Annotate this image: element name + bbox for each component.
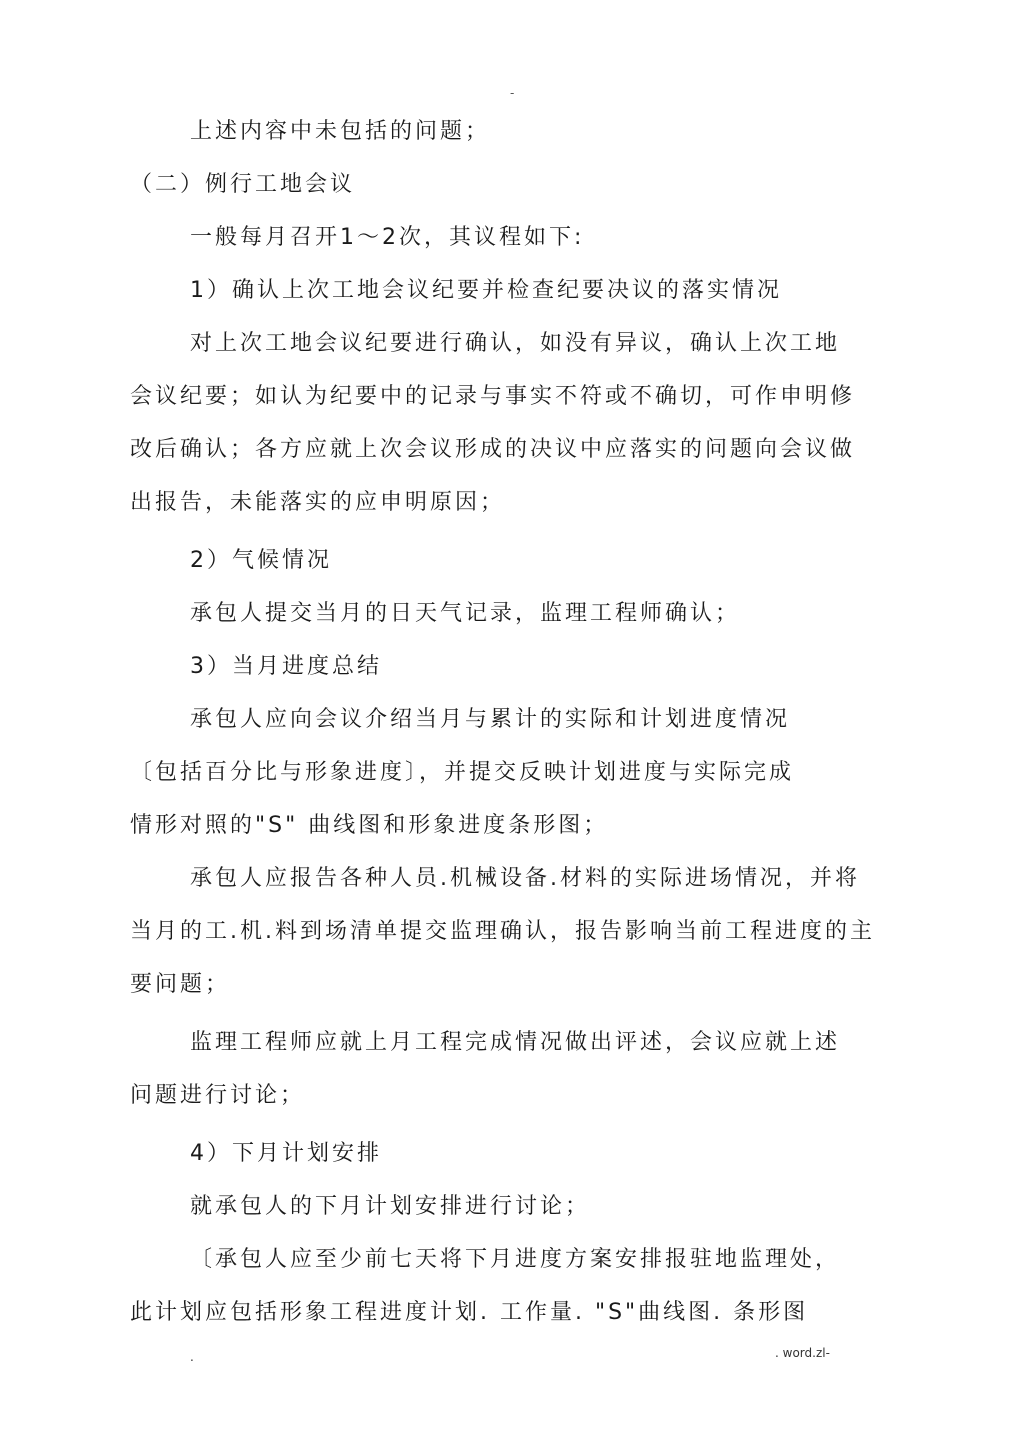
text-line: 此计划应包括形象工程进度计划. 工作量. "S"曲线图. 条形图 bbox=[130, 1300, 809, 1325]
text-line: 当月的工.机.料到场清单提交监理确认，报告影响当前工程进度的主 bbox=[130, 919, 875, 944]
section-heading: （二）例行工地会议 bbox=[130, 172, 356, 197]
text-line: 问题进行讨论； bbox=[130, 1083, 306, 1108]
footer-source-text: . word.zl- bbox=[775, 1346, 830, 1360]
text-line: 上述内容中未包括的问题； bbox=[190, 119, 491, 144]
text-line: 监理工程师应就上月工程完成情况做出评述，会议应就上述 bbox=[190, 1030, 841, 1055]
item-heading: 1）确认上次工地会议纪要并检查纪要决议的落实情况 bbox=[190, 278, 782, 303]
text-line: 改后确认；各方应就上次会议形成的决议中应落实的问题向会议做 bbox=[130, 437, 856, 462]
text-line: 要问题； bbox=[130, 972, 231, 997]
text-line: 承包人应向会议介绍当月与累计的实际和计划进度情况 bbox=[190, 707, 791, 732]
text-line: 承包人应报告各种人员.机械设备.材料的实际进场情况，并将 bbox=[190, 866, 860, 891]
text-line: 〔包括百分比与形象进度〕，并提交反映计划进度与实际完成 bbox=[130, 760, 795, 785]
footer-left-mark: . bbox=[190, 1350, 194, 1364]
text-line: 出报告，未能落实的应申明原因； bbox=[130, 490, 506, 515]
text-line: 〔承包人应至少前七天将下月进度方案安排报驻地监理处， bbox=[190, 1247, 841, 1272]
item-heading: 3）当月进度总结 bbox=[190, 654, 382, 679]
text-line: 就承包人的下月计划安排进行讨论； bbox=[190, 1194, 591, 1219]
header-marker: - bbox=[510, 86, 515, 100]
item-heading: 2）气候情况 bbox=[190, 548, 332, 573]
text-line: 情形对照的"S" 曲线图和形象进度条形图； bbox=[130, 813, 609, 838]
text-line: 会议纪要；如认为纪要中的记录与事实不符或不确切，可作申明修 bbox=[130, 384, 856, 409]
text-line: 对上次工地会议纪要进行确认，如没有异议，确认上次工地 bbox=[190, 331, 841, 356]
item-heading: 4）下月计划安排 bbox=[190, 1141, 382, 1166]
text-line: 承包人提交当月的日天气记录，监理工程师确认； bbox=[190, 601, 741, 626]
text-line: 一般每月召开1～2次，其议程如下: bbox=[190, 225, 585, 250]
